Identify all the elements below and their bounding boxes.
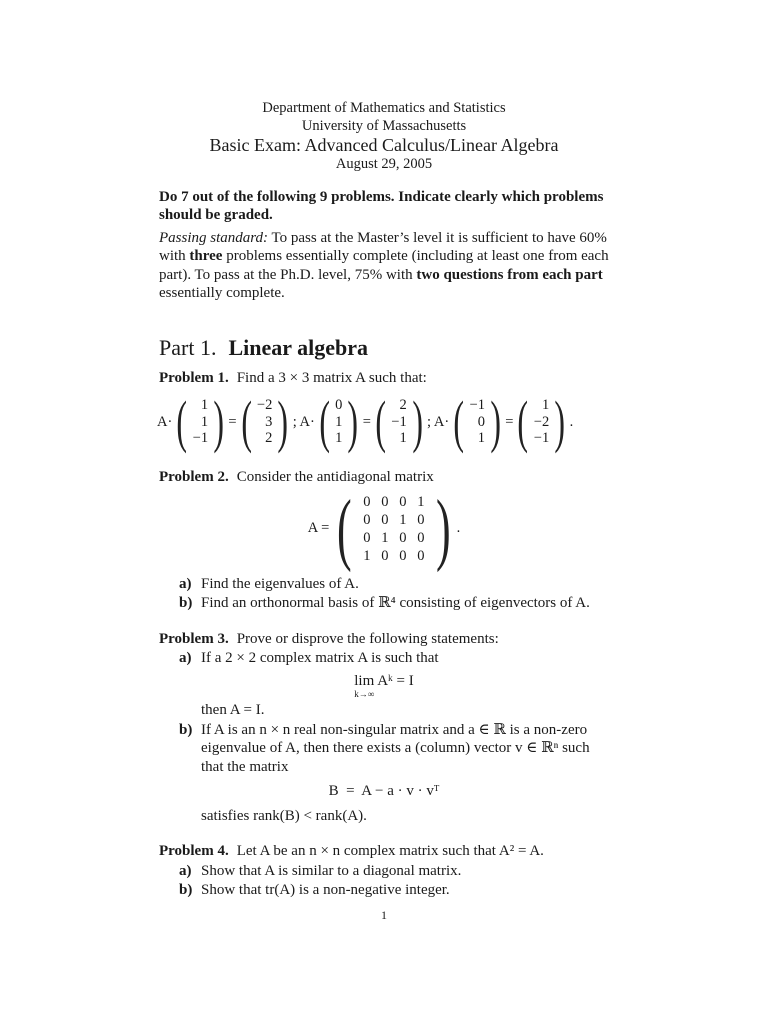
problem-4b: b) Show that tr(A) is a non-negative integer. — [179, 882, 450, 898]
exam-page — [159, 100, 609, 900]
left-paren: ( — [517, 389, 529, 454]
problem-1-equations — [157, 389, 609, 454]
problem-3-text: Prove or disprove the following statements: — [236, 630, 499, 647]
right-paren: ) — [277, 389, 289, 454]
passing-text-1: To pass at the Master’s level it is sufficient to have 60% with — [159, 229, 607, 264]
limit-operator: lim k→∞ — [354, 672, 375, 699]
period: . — [569, 413, 574, 430]
passing-standard — [159, 229, 609, 303]
separator: ; A· — [292, 413, 315, 430]
matrix-cell: 0 — [417, 547, 425, 564]
equals: = — [228, 413, 237, 430]
problem-4a: a) Show that A is similar to a diagonal matrix. — [179, 862, 462, 879]
vector-r3: 1 −2 −1 — [533, 397, 550, 447]
passing-bold-1: three — [189, 248, 223, 264]
right-paren: ) — [490, 389, 501, 454]
part-heading — [159, 335, 609, 361]
problem-1-label: Problem 1. — [159, 369, 229, 386]
problem-1-text: Find a 3 × 3 matrix A such that: — [236, 369, 427, 386]
university: University of Massachusetts — [301, 117, 467, 134]
matrix-entries — [358, 493, 430, 565]
right-paren: ) — [412, 389, 423, 454]
passing-text-2: problems essentially complete (including at least one from each part). To pass at the Ph.D. level, 75% with — [159, 248, 609, 283]
matrix-cell: 0 — [381, 547, 389, 564]
matrix-cell: 0 — [399, 529, 407, 546]
matrix-cell: 1 — [399, 511, 407, 528]
matrix-cell: 1 — [363, 547, 371, 564]
limit-equation — [159, 672, 609, 700]
matrix-cell: 0 — [363, 511, 371, 528]
matrix-cell: 0 — [363, 493, 371, 510]
problem-2a: a) Find the eigenvalues of A. — [179, 575, 359, 592]
b-equation: B = A − a · v · vᵀ — [328, 783, 440, 799]
matrix-cell: 1 — [381, 529, 389, 546]
matrix-cell: 0 — [381, 511, 389, 528]
left-paren: ( — [176, 389, 188, 454]
problem-3-label: Problem 3. — [159, 630, 229, 647]
matrix-cell: 0 — [399, 547, 407, 564]
problem-3b-end: satisfies rank(B) < rank(A). — [201, 807, 367, 824]
problem-2-label: Problem 2. — [159, 469, 229, 485]
instructions-bold: Do 7 out of the following 9 problems. Indicate clearly which problems should be graded. — [159, 188, 604, 223]
matrix-cell: 0 — [417, 529, 425, 546]
period: . — [456, 520, 461, 537]
matrix-cell: 0 — [417, 511, 425, 528]
left-paren: ( — [319, 389, 330, 454]
matrix-cell: 0 — [363, 529, 371, 546]
matrix-cell: 0 — [381, 493, 389, 510]
left-paren: ( — [240, 389, 252, 454]
passing-text-3: essentially complete. — [159, 285, 285, 301]
right-paren: ) — [435, 484, 451, 573]
vector-v3: −1 0 1 — [469, 397, 485, 447]
matrix-cell: 1 — [417, 493, 425, 510]
limit-expression: Aᵏ = I — [377, 672, 414, 689]
vector-v1: 1 1 −1 — [192, 397, 209, 447]
exam-date: August 29, 2005 — [335, 156, 433, 172]
problem-4-text: Let A be an n × n complex matrix such that A² = A. — [236, 843, 544, 859]
problem-2-text: Consider the antidiagonal matrix — [236, 469, 434, 485]
department: Department of Mathematics and Statistics — [262, 100, 506, 116]
antidiagonal-matrix — [159, 484, 609, 573]
problem-3a: a) If a 2 × 2 complex matrix A is such that — [179, 650, 439, 666]
equals: = — [505, 413, 514, 430]
passing-bold-2: two questions from each part — [416, 266, 603, 283]
left-paren: ( — [337, 484, 352, 573]
page-number: 1 — [381, 908, 387, 922]
vector-v2: 0 1 1 — [335, 397, 343, 447]
problem-4 — [159, 842, 609, 900]
right-paren: ) — [213, 389, 225, 454]
vector-r1: −2 3 2 — [256, 397, 273, 447]
part-number: Part 1. — [159, 334, 217, 360]
separator: ; A· — [427, 413, 450, 430]
problem-2b: b) Find an orthonormal basis of ℝ⁴ consisting of eigenvectors of A. — [179, 595, 590, 611]
left-paren: ( — [453, 389, 465, 454]
vector-r2: 2 −1 1 — [391, 397, 407, 447]
a-dot: A· — [157, 413, 173, 430]
part-title: Linear algebra — [228, 334, 368, 360]
problem-1 — [159, 369, 609, 452]
equals: = — [362, 413, 371, 430]
passing-label: Passing standard: — [159, 229, 269, 246]
left-paren: ( — [375, 389, 386, 454]
right-paren: ) — [347, 389, 359, 454]
matrix-cell: 0 — [399, 493, 407, 510]
right-paren: ) — [554, 389, 566, 454]
problem-3a-then: then A = I. — [201, 702, 265, 718]
exam-title: Basic Exam: Advanced Calculus/Linear Algebra — [209, 135, 559, 155]
problem-2 — [159, 468, 609, 613]
matrix-lhs: A = — [307, 520, 330, 537]
problem-3b: b) If A is an n × n real non-singular matrix and a ∈ ℝ is a non-zero eigenvalue of A, then there exists a (column) vector v ∈ ℝⁿ such that the matrix — [179, 721, 590, 775]
problem-4-label: Problem 4. — [159, 843, 229, 859]
problem-3 — [159, 630, 609, 826]
